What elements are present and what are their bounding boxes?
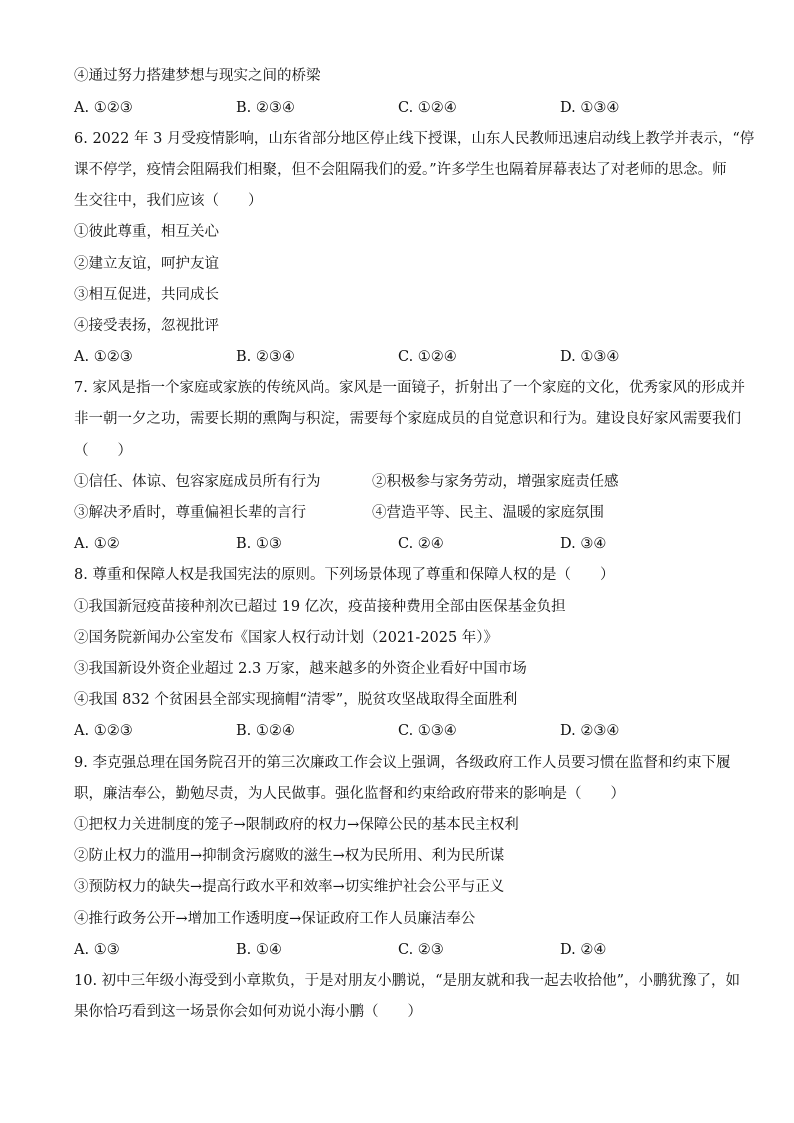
item-4: ④通过努力搭建梦想与现实之间的桥梁 [74,68,321,84]
option-c: C. ②③ [398,942,444,958]
question-7-items-row-1 [74,472,722,492]
question-7-line-1: 7. 家风是指一个家庭或家族的传统风尚。家风是一面镜子，折射出了一个家庭的文化，优秀家风的形成并 [74,380,745,396]
option-a: A. ①②③ [74,723,133,739]
option-d: D. ③④ [560,536,607,552]
option-d: D. ②④ [560,942,607,958]
question-9-line-2: 职，廉洁奉公，勤勉尽责，为人民做事。强化监督和约束给政府带来的影响是（ ） [74,786,625,802]
question-7-item-2: ②积极参与家务劳动，增强家庭责任感 [372,474,619,490]
question-8-item-3: ③我国新设外资企业超过 2.3 万家，越来越多的外资企业看好中国市场 [74,661,527,677]
option-c: C. ①③④ [398,723,457,739]
question-6-line-3: 生交往中，我们应该（ ） [74,193,263,209]
option-b: B. ②③④ [236,349,295,365]
option-a: A. ①② [74,536,120,552]
question-9-item-3: ③预防权力的缺失→提高行政水平和效率→切实维护社会公平与正义 [74,879,505,895]
question-8-item-1: ①我国新冠疫苗接种剂次已超过 19 亿次，疫苗接种费用全部由医保基金负担 [74,599,566,615]
question-6-item-2: ②建立友谊，呵护友谊 [74,256,219,272]
option-a: A. ①②③ [74,100,133,116]
question-6-item-1: ①彼此尊重，相互关心 [74,224,219,240]
question-7-item-1: ①信任、体谅、包容家庭成员所有行为 [74,474,321,490]
option-a: A. ①③ [74,942,120,958]
question-6-line-1: 6. 2022 年 3 月受疫情影响，山东省部分地区停止线下授课，山东人民教师迅速启动线上教学并表示，“停 [74,131,755,147]
question-7-item-4: ④营造平等、民主、温暖的家庭氛围 [372,505,604,521]
question-8-line-1: 8. 尊重和保障人权是我国宪法的原则。下列场景体现了尊重和保障人权的是（ ） [74,567,615,583]
question-9-item-1: ①把权力关进制度的笼子→限制政府的权力→保障公民的基本民主权利 [74,817,519,833]
option-b: B. ①④ [236,942,282,958]
question-6-line-2: 课不停学，疫情会阻隔我们相聚，但不会阻隔我们的爱。”许多学生也隔着屏幕表达了对老师的思念。师 [74,162,727,178]
question-9-item-4: ④推行政务公开→增加工作透明度→保证政府工作人员廉洁奉公 [74,911,476,927]
question-7-line-3: （ ） [74,443,132,459]
option-d: D. ①③④ [560,349,620,365]
option-c: C. ①②④ [398,349,457,365]
option-b: B. ②③④ [236,100,295,116]
options-row [74,98,722,118]
question-10-line-2: 果你恰巧看到这一场景你会如何劝说小海小鹏（ ） [74,1004,422,1020]
option-c: C. ①②④ [398,100,457,116]
option-d: D. ②③④ [560,723,620,739]
question-7-item-3: ③解决矛盾时，尊重偏袒长辈的言行 [74,505,306,521]
question-7-line-2: 非一朝一夕之功，需要长期的熏陶与积淀，需要每个家庭成员的自觉意识和行为。建设良好家风需要我们 [74,411,741,427]
option-b: B. ①③ [236,536,282,552]
question-7-items-row-2 [74,503,722,523]
question-8-options [74,721,722,741]
option-b: B. ①②④ [236,723,295,739]
question-9-options [74,940,722,960]
question-10-line-1: 10. 初中三年级小海受到小章欺负，于是对朋友小鹏说，“是朋友就和我一起去收拾他”，小鹏犹豫了，如 [74,973,740,989]
question-9-item-2: ②防止权力的滥用→抑制贪污腐败的滋生→权为民所用、利为民所谋 [74,848,505,864]
question-8-item-2: ②国务院新闻办公室发布《国家人权行动计划（2021-2025 年）》 [74,630,499,646]
question-6-options [74,347,722,367]
question-8-item-4: ④我国 832 个贫困县全部实现摘帽“清零”，脱贫攻坚战取得全面胜利 [74,692,518,708]
option-c: C. ②④ [398,536,444,552]
question-6-item-4: ④接受表扬，忽视批评 [74,318,219,334]
question-7-options [74,534,722,554]
option-d: D. ①③④ [560,100,620,116]
question-6-item-3: ③相互促进，共同成长 [74,287,219,303]
question-9-line-1: 9. 李克强总理在国务院召开的第三次廉政工作会议上强调，各级政府工作人员要习惯在监督和约束下履 [74,755,731,771]
option-a: A. ①②③ [74,349,133,365]
